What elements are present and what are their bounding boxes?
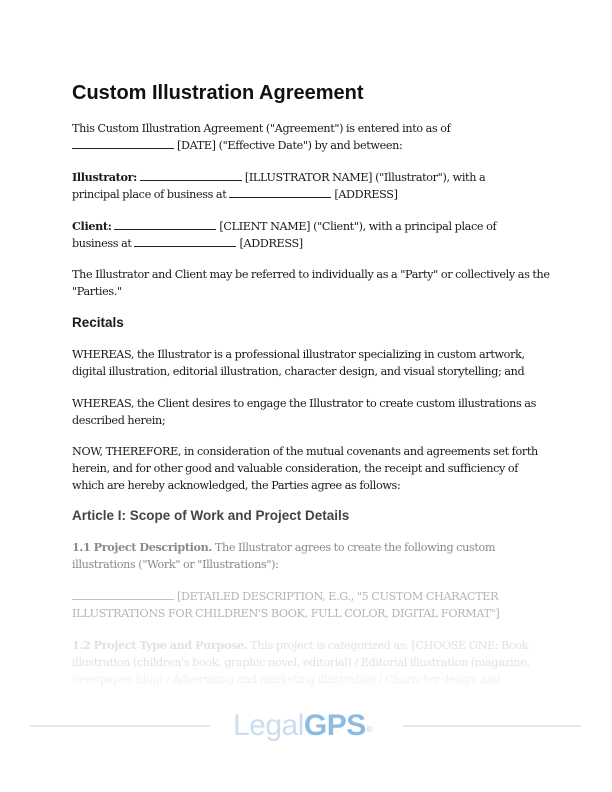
description-placeholder-text: [DETAILED DESCRIPTION, E.G., "5 CUSTOM CHARACTER ILLUSTRATIONS FOR CHILDREN'S BOOK, FULL COLOR, DIGITAL FORMAT"]: [72, 590, 500, 620]
recitals-heading: Recitals: [72, 315, 124, 330]
footer: [0, 700, 612, 750]
section-1-2-text-line3: newspaper, blog) / Advertising and marketing illustration / Character design and: [72, 673, 501, 686]
description-blank[interactable]: [72, 588, 174, 600]
illustrator-address-blank[interactable]: [229, 186, 331, 198]
whereas-paragraph-2: WHEREAS, the Client desires to engage the Illustrator to create custom illustrations as described herein;: [72, 397, 536, 427]
client-after-blank: [CLIENT NAME] ("Client"), with a principal place of: [219, 220, 497, 233]
section-1-1-label: 1.1 Project Description.: [72, 540, 212, 554]
client-name-blank[interactable]: [114, 218, 216, 230]
client-paragraph: [72, 218, 552, 252]
section-1-1-paragraph: [72, 539, 552, 573]
section-1-1-text: The Illustrator agrees to create the following custom illustrations ("Work" or "Illustrations"):: [72, 541, 496, 571]
parties-paragraph: The Illustrator and Client may be referred to individually as a "Party" or collectively as the "Parties.": [72, 268, 550, 298]
client-label: Client:: [72, 219, 112, 233]
section-1-2-label: 1.2 Project Type and Purpose.: [72, 638, 248, 652]
legalgps-logo: [233, 706, 372, 746]
now-therefore-paragraph: NOW, THEREFORE, in consideration of the mutual covenants and agreements set forth herein, and for other good and valuable consideration, the receipt and sufficiency of which are hereby acknowledged, the Parties agree as follows:: [72, 445, 538, 492]
logo-text-legal: Legal: [233, 709, 304, 742]
client-address-placeholder: [ADDRESS]: [239, 237, 303, 250]
illustrator-label: Illustrator:: [72, 170, 137, 184]
article-1-heading: Article I: Scope of Work and Project Details: [72, 508, 350, 523]
logo-text-gps: GPS: [303, 709, 366, 742]
whereas-paragraph-1: WHEREAS, the Illustrator is a professional illustrator specializing in custom artwork, digital illustration, editorial illustration, character design, and visual storytelling; and: [72, 348, 525, 378]
illustrator-paragraph: [72, 169, 552, 203]
footer-divider-left: [30, 725, 210, 727]
document-title: Custom Illustration Agreement: [72, 82, 364, 104]
illustrator-name-blank[interactable]: [140, 169, 242, 181]
illustrator-after-blank: [ILLUSTRATOR NAME] ("Illustrator"), with a: [244, 171, 486, 184]
client-address-blank[interactable]: [134, 235, 236, 247]
section-1-1-description-placeholder: [72, 588, 552, 622]
client-line2: business at: [72, 237, 132, 250]
section-1-2-text-line2: illustration (children's book, graphic novel, editorial) / Editorial illustration (magazine,: [72, 656, 530, 669]
date-blank[interactable]: [72, 137, 174, 149]
registered-mark-icon: ®: [366, 725, 373, 734]
section-1-2-text-line1: This project is categorized as: [CHOOSE ONE: Book: [250, 639, 529, 652]
section-1-2-paragraph: [72, 637, 552, 688]
footer-divider-right: [403, 725, 581, 727]
illustrator-line2: principal place of business at: [72, 188, 227, 201]
intro-paragraph: [72, 120, 552, 154]
illustrator-address-placeholder: [ADDRESS]: [334, 188, 398, 201]
intro-line1: This Custom Illustration Agreement ("Agreement") is entered into as of: [72, 122, 451, 135]
intro-line2: [DATE] ("Effective Date") by and between:: [177, 139, 403, 152]
